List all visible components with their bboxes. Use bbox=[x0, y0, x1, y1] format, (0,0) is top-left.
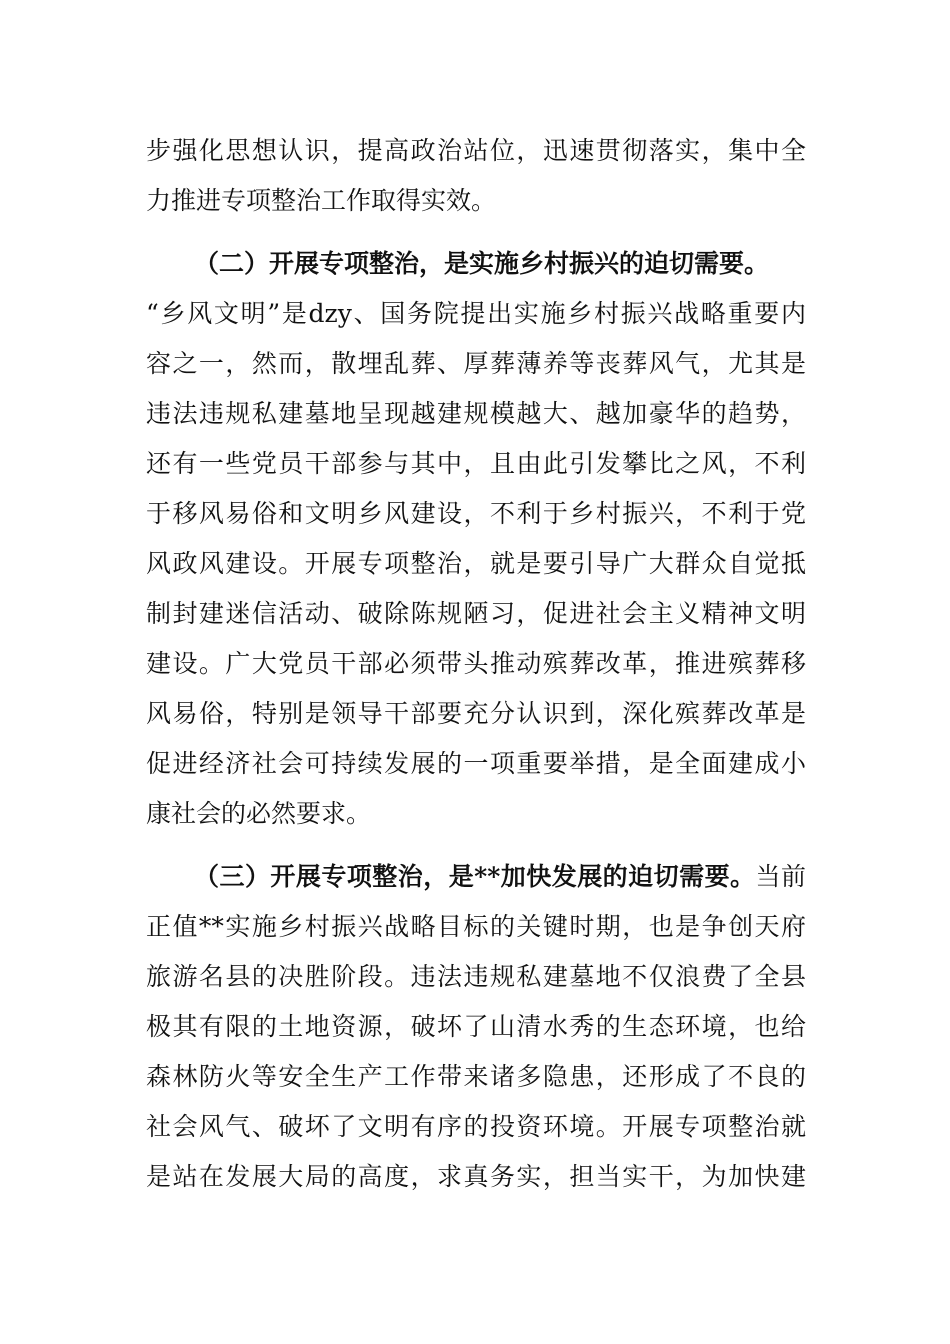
section-heading-2: （二）开展专项整治，是实施乡村振兴的迫切需要。 bbox=[194, 249, 770, 278]
text-line: 社会风气、破坏了文明有序的投资环境。开展专项整治就 bbox=[146, 1112, 806, 1141]
text-line: 旅游名县的决胜阶段。违法违规私建墓地不仅浪费了全县 bbox=[146, 962, 806, 991]
text-line: 是站在发展大局的高度，求真务实，担当实干，为加快建 bbox=[146, 1162, 806, 1191]
text-line: 于移风易俗和文明乡风建设，不利于乡村振兴，不利于党 bbox=[146, 499, 806, 528]
text-line: “乡风文明”是dzy、国务院提出实施乡村振兴战略重要内 bbox=[146, 299, 806, 328]
text-line: 风易俗，特别是领导干部要充分认识到，深化殡葬改革是 bbox=[146, 699, 806, 728]
text-line: 促进经济社会可持续发展的一项重要举措，是全面建成小 bbox=[146, 749, 806, 778]
section-heading-3: （三）开展专项整治，是**加快发展的迫切需要。 bbox=[194, 862, 756, 891]
text-line: 力推进专项整治工作取得实效。 bbox=[146, 186, 497, 215]
text-line: 违法违规私建墓地呈现越建规模越大、越加豪华的趋势， bbox=[146, 399, 806, 428]
section-heading-line-3 bbox=[146, 852, 806, 902]
text-line: 还有一些党员干部参与其中，且由此引发攀比之风，不利 bbox=[146, 449, 806, 478]
text-line: 风政风建设。开展专项整治，就是要引导广大群众自觉抵 bbox=[146, 549, 806, 578]
paragraph-1 bbox=[146, 126, 806, 226]
heading-continuation: 当前 bbox=[755, 862, 806, 891]
paragraph-2 bbox=[146, 239, 806, 839]
text-line: 建设。广大党员干部必须带头推动殡葬改革，推进殡葬移 bbox=[146, 649, 806, 678]
body-text bbox=[146, 126, 806, 1202]
text-line: 森林防火等安全生产工作带来诸多隐患，还形成了不良的 bbox=[146, 1062, 806, 1091]
text-line: 制封建迷信活动、破除陈规陋习，促进社会主义精神文明 bbox=[146, 599, 806, 628]
text-line: 正值**实施乡村振兴战略目标的关键时期，也是争创天府 bbox=[146, 912, 806, 941]
text-line: 步强化思想认识，提高政治站位，迅速贯彻落实，集中全 bbox=[146, 136, 806, 165]
text-line: 容之一，然而，散埋乱葬、厚葬薄养等丧葬风气，尤其是 bbox=[146, 349, 806, 378]
text-line: 康社会的必然要求。 bbox=[146, 799, 372, 828]
paragraph-3 bbox=[146, 852, 806, 1202]
text-line: 极其有限的土地资源，破坏了山清水秀的生态环境，也给 bbox=[146, 1012, 806, 1041]
